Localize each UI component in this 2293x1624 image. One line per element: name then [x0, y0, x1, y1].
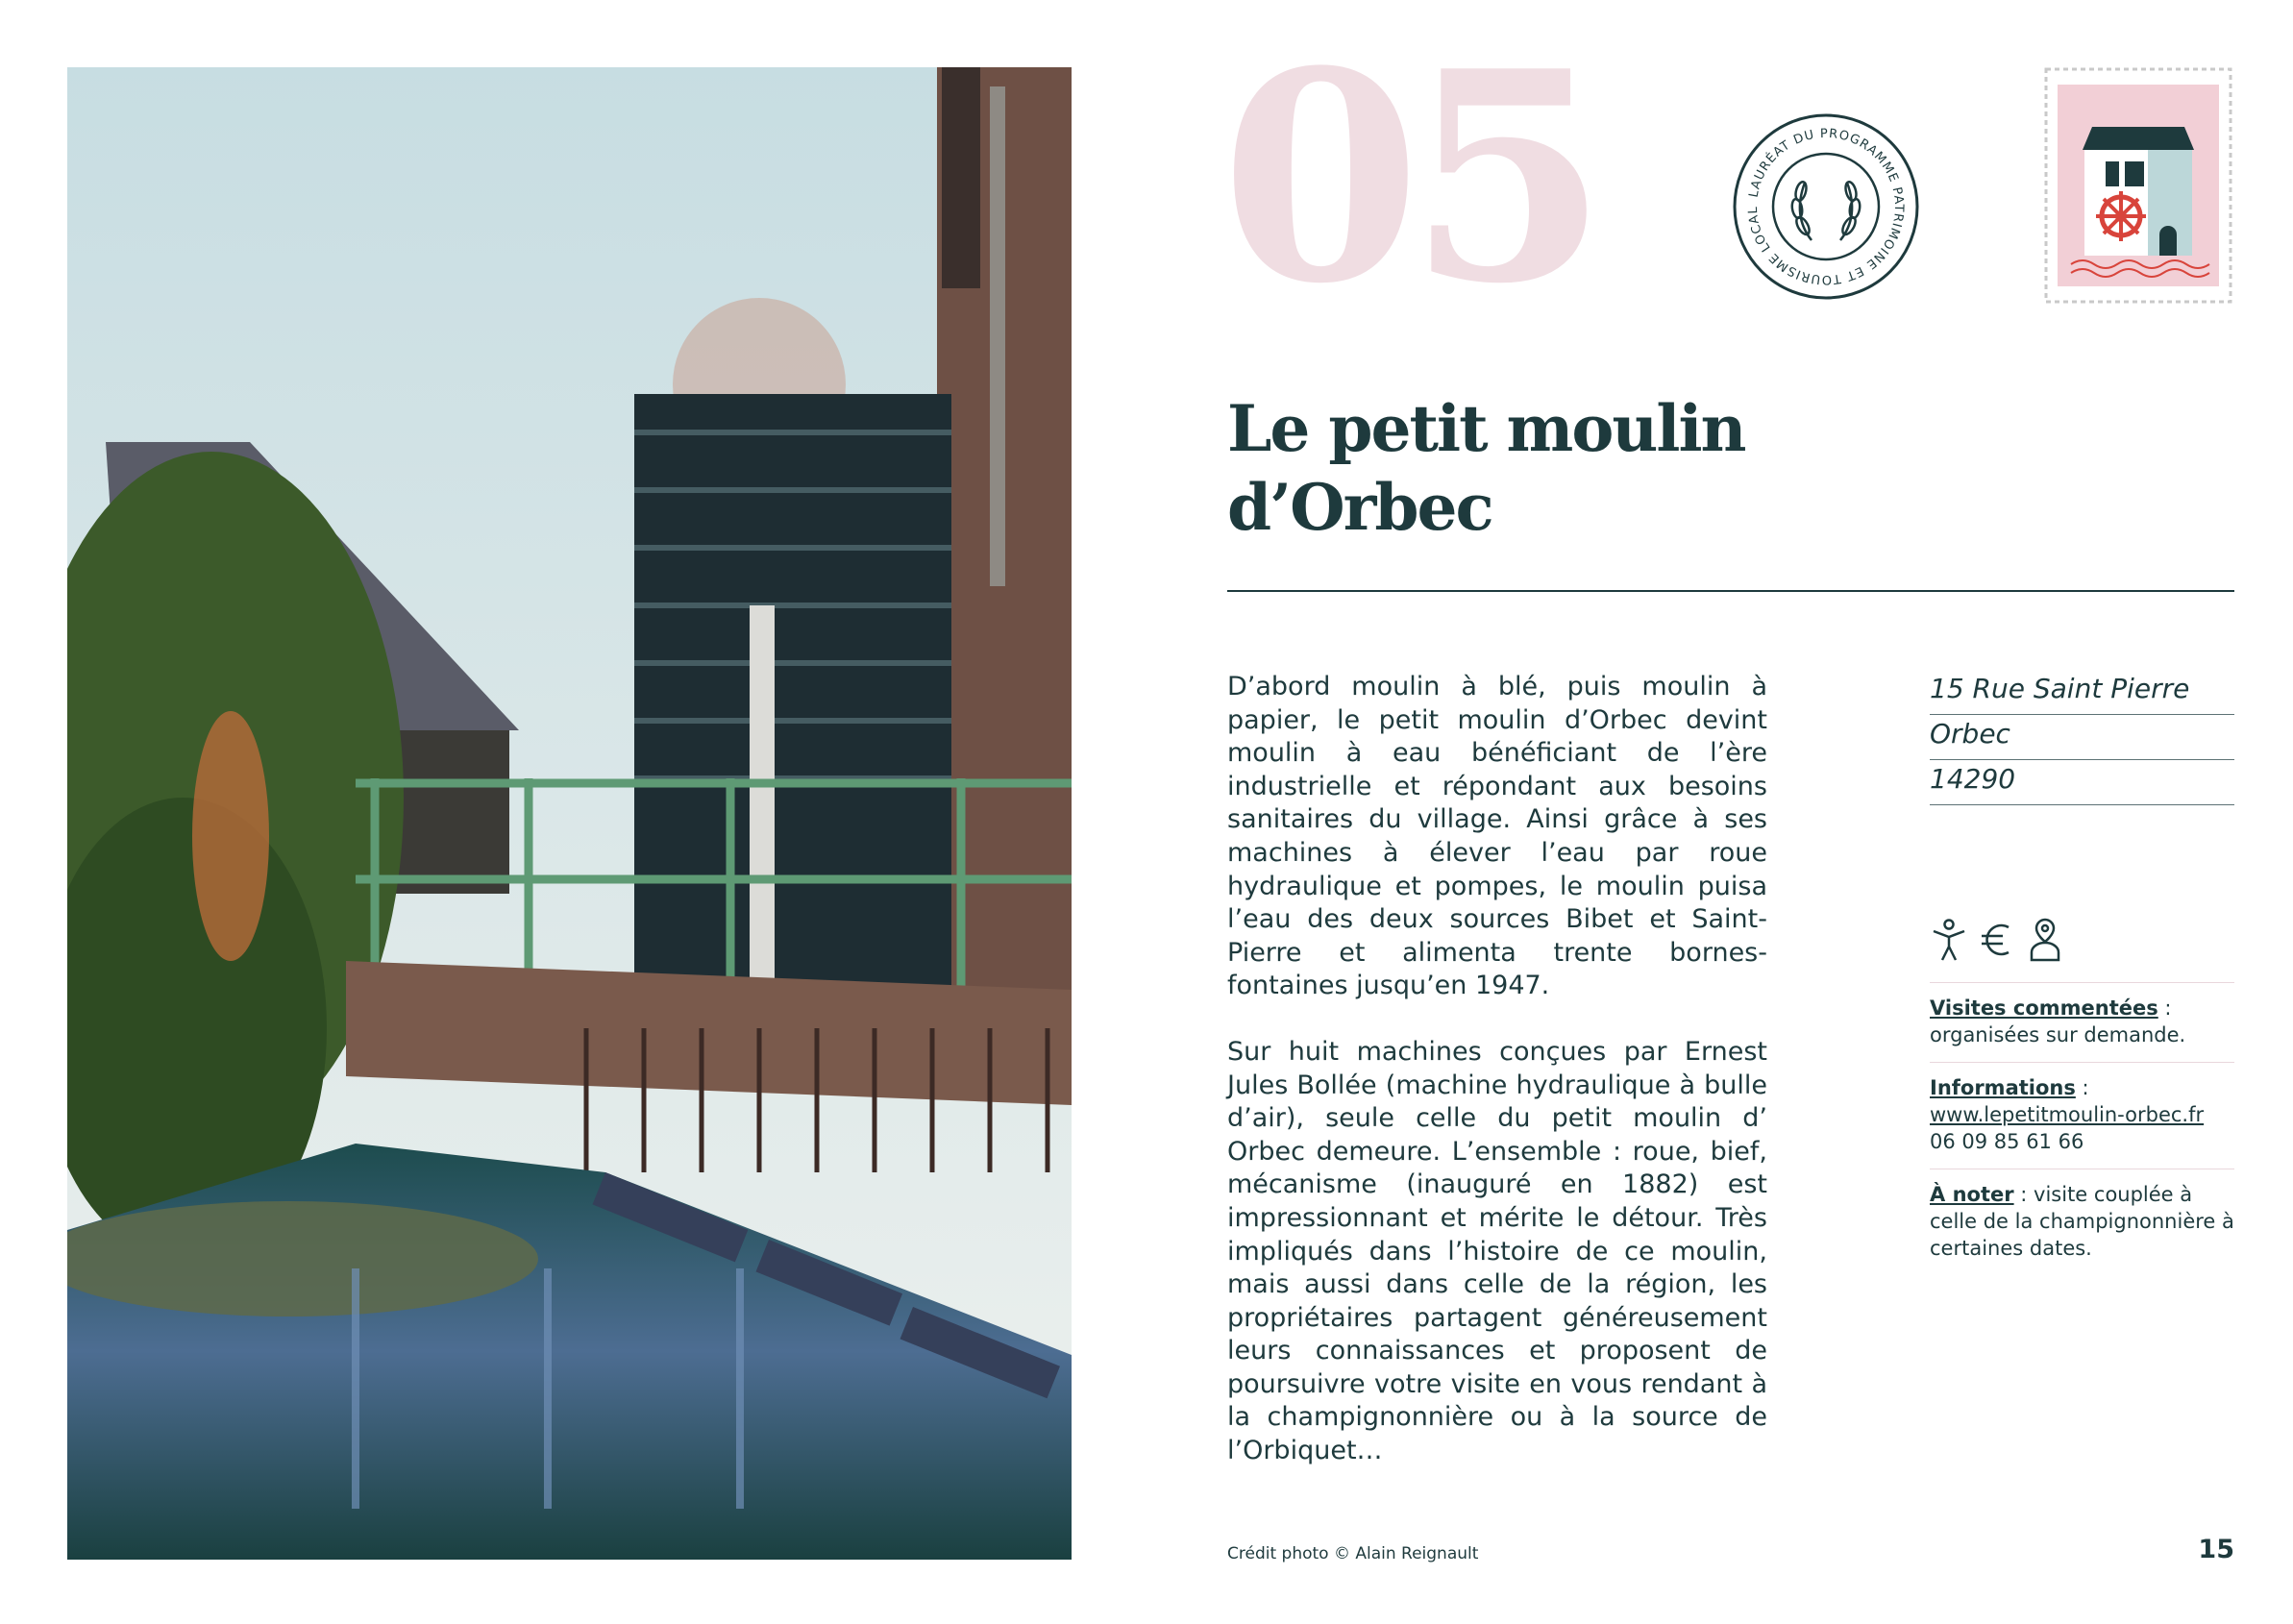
address-street: 15 Rue Saint Pierre	[1930, 671, 2234, 715]
visits-label: Visites commentées	[1930, 997, 2158, 1020]
mill-stamp	[2044, 67, 2232, 304]
address-city: Orbec	[1930, 716, 2234, 760]
body-paragraph-1: D’abord moulin à blé, puis moulin à papier, le petit moulin d’Orbec devint moulin à eau bénéficiant de l’ère industrielle et répondant aux besoins sanitaires du village. Ainsi grâce à ses machines à élever l’eau par roue hydraulique et pompes, le moulin puisa l’eau des deux sources Bibet et Saint-Pierre et alimenta trente bornes-fontaines jusqu’en 1947.	[1227, 672, 1767, 1001]
title-divider	[1227, 590, 2234, 592]
accessibility-icon	[1930, 918, 1968, 962]
svg-text:LAURÉAT DU PROGRAMME PATRIMOIN	[1746, 127, 1906, 286]
chapter-number: 05	[1220, 8, 1595, 347]
page-number: 15	[2198, 1535, 2234, 1564]
body-paragraph-2: Sur huit machines conçues par Ernest Jules Bollée (machine hydraulique à bulle d’air), seule celle du petit moulin d’ Orbec demeure. L’ensemble : roue, bief, mécanisme (inauguré en 1882) est impressionnant et mérite le détour. Très impliqués dans l’histoire de ce moulin, mais aussi dans celle de la région, les propriétaires partagent généreusement leurs connaissances et proposent de poursuivre votre visite en vous rendant à la champignonnière ou à la source de l’Orbiquet…	[1227, 1036, 1767, 1466]
body-text	[1227, 671, 1767, 1501]
address-block	[1930, 671, 2234, 806]
page-title	[1227, 389, 1804, 547]
mill-photo	[67, 67, 1072, 1560]
contact-label: Informations	[1930, 1076, 2076, 1099]
title-line-2: d’Orbec	[1227, 470, 1492, 545]
guide-icon	[2026, 918, 2064, 962]
info-panel	[1930, 982, 2234, 1275]
note-info: À noter : visite couplée à celle de la champignonnière à certaines dates.	[1930, 1169, 2234, 1275]
phone-number: 06 09 85 61 66	[1930, 1130, 2084, 1153]
service-icons	[1930, 918, 2064, 966]
note-label: À noter	[1930, 1183, 2014, 1206]
website-link[interactable]: www.lepetitmoulin-orbec.fr	[1930, 1103, 2205, 1126]
seal-text: LAURÉAT DU PROGRAMME PATRIMOINE ET TOURISME LOCAL	[1745, 126, 1907, 287]
title-line-1: Le petit moulin	[1227, 391, 1745, 466]
photo-credit: Crédit photo © Alain Reignault	[1227, 1544, 1479, 1563]
laureate-seal	[1730, 111, 1922, 303]
address-postcode: 14290	[1930, 761, 2234, 805]
note-value: visite couplée à celle de la champignonnière à certaines dates.	[1930, 1183, 2234, 1260]
visits-value: organisées sur demande.	[1930, 1023, 2186, 1046]
contact-info: Informations : www.lepetitmoulin-orbec.fr 06 09 85 61 66	[1930, 1062, 2234, 1169]
visits-info: Visites commentées : organisées sur demande.	[1930, 982, 2234, 1062]
euro-icon	[1978, 918, 2016, 962]
